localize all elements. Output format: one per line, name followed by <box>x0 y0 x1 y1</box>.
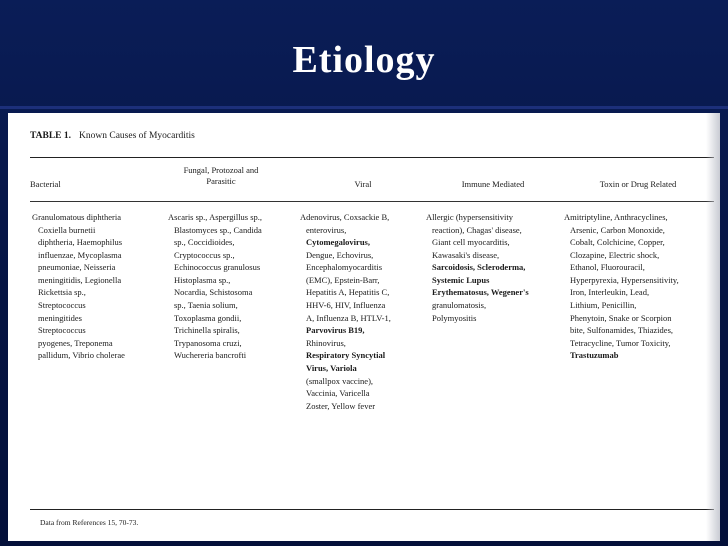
list-item: Granulomatous diphtheria <box>32 212 121 222</box>
list-item: Wuchereria bancrofti <box>174 350 247 361</box>
list-item: Rickettsia sp., <box>38 287 86 298</box>
list-item: Iron, Interleukin, Lead, <box>570 287 650 298</box>
list-item: Hepatitis A, Hepatitis C, <box>306 287 390 298</box>
list-item: Virus, Variola <box>306 362 357 373</box>
list-item: Tetracycline, Tumor Toxicity, <box>570 337 671 348</box>
list-item: Coxiella burnetii <box>38 224 96 235</box>
list-item: meningitides <box>38 312 82 323</box>
column-bacterial <box>32 211 125 362</box>
column-header-immune: Immune Mediated <box>461 179 525 189</box>
list-item: Ethanol, Fluorouracil, <box>570 262 645 273</box>
list-item: pneumoniae, Neisseria <box>38 262 116 273</box>
column-toxin <box>564 211 679 362</box>
list-item: Streptococcus <box>38 325 86 336</box>
list-item: Adenovirus, Coxsackie B, <box>300 212 390 222</box>
list-item: Cytomegalovirus, <box>306 237 370 248</box>
table-image <box>8 113 720 541</box>
list-item: Phenytoin, Snake or Scorpion <box>570 312 672 323</box>
column-viral <box>300 211 391 412</box>
page-edge-shadow <box>706 113 720 541</box>
caption-rule <box>30 157 714 158</box>
list-item: Systemic Lupus <box>432 274 490 285</box>
list-item: Echinococcus granulosus <box>174 262 261 273</box>
list-item: Streptococcus <box>38 300 86 311</box>
list-item: Blastomyces sp., Candida <box>174 224 262 235</box>
list-item: Arsenic, Carbon Monoxide, <box>570 224 665 235</box>
list-item: Erythematosus, Wegener's <box>432 287 529 298</box>
list-item: pallidum, Vibrio cholerae <box>38 350 125 361</box>
list-item: Encephalomyocarditis <box>306 262 383 273</box>
list-item: Trastuzumab <box>570 350 619 361</box>
list-item: A, Influenza B, HTLV-1, <box>306 312 391 323</box>
list-item: (EMC), Epstein-Barr, <box>306 274 380 285</box>
list-item: Histoplasma sp., <box>174 274 231 285</box>
list-item: bite, Sulfonamides, Thiazides, <box>570 325 674 336</box>
list-item: Respiratory Syncytial <box>306 350 386 361</box>
column-header-viral: Viral <box>354 179 372 189</box>
list-item: Ascaris sp., Aspergillus sp., <box>168 212 263 222</box>
list-item: Parvovirus B19, <box>306 325 365 336</box>
list-item: sp., Taenia solium, <box>174 300 238 311</box>
list-item: Clozapine, Electric shock, <box>570 249 660 260</box>
list-item: pyogenes, Treponema <box>38 337 113 348</box>
list-item: Allergic (hypersensitivity <box>426 212 513 222</box>
column-header-bacterial: Bacterial <box>30 179 61 189</box>
column-header-fungal: Fungal, Protozoal and Parasitic <box>183 165 259 186</box>
bottom-rule <box>30 509 714 510</box>
list-item: Dengue, Echovirus, <box>306 249 374 260</box>
table-caption <box>30 131 195 143</box>
list-item: (smallpox vaccine), <box>306 375 374 386</box>
list-item: Trypanosoma cruzi, <box>174 337 242 348</box>
table-footnote: Data from References 15, 70-73. <box>40 518 139 527</box>
list-item: Giant cell myocarditis, <box>432 237 510 248</box>
list-item: enterovirus, <box>306 224 347 235</box>
column-fungal <box>168 211 262 362</box>
list-item: sp., Coccidioides, <box>174 237 235 248</box>
list-item: Trichinella spiralis, <box>174 325 240 336</box>
list-item: diphtheria, Haemophilus <box>38 237 123 248</box>
list-item: Hyperpyrexia, Hypersensitivity, <box>570 274 679 285</box>
column-header-toxin: Toxin or Drug Related <box>599 179 677 189</box>
list-item: Polymyositis <box>432 312 477 323</box>
list-item: Rhinovirus, <box>306 337 346 348</box>
title-rule <box>0 106 728 109</box>
list-item: Toxoplasma gondii, <box>174 312 242 323</box>
list-item: granulomatosis, <box>432 300 487 311</box>
list-item: reaction), Chagas' disease, <box>432 224 522 235</box>
list-item: Nocardia, Schistosoma <box>174 287 253 298</box>
column-immune <box>426 211 529 324</box>
list-item: Vaccinia, Varicella <box>306 388 370 399</box>
list-item: Kawasaki's disease, <box>432 249 500 260</box>
list-item: HHV-6, HIV, Influenza <box>306 300 386 311</box>
table-caption-text: Known Causes of Myocarditis <box>79 131 195 141</box>
table-caption-label: TABLE 1. <box>30 131 72 141</box>
list-item: Sarcoidosis, Scleroderma, <box>432 262 526 273</box>
list-item: meningitidis, Legionella <box>38 274 122 285</box>
list-item: Lithium, Penicillin, <box>570 300 637 311</box>
list-item: Cobalt, Colchicine, Copper, <box>570 237 665 248</box>
slide-title: Etiology <box>292 39 436 81</box>
header-rule <box>30 201 714 202</box>
list-item: influenzae, Mycoplasma <box>38 249 122 260</box>
list-item: Cryptococcus sp., <box>174 249 235 260</box>
list-item: Zoster, Yellow fever <box>306 400 376 411</box>
list-item: Amitriptyline, Anthracyclines, <box>564 212 668 222</box>
